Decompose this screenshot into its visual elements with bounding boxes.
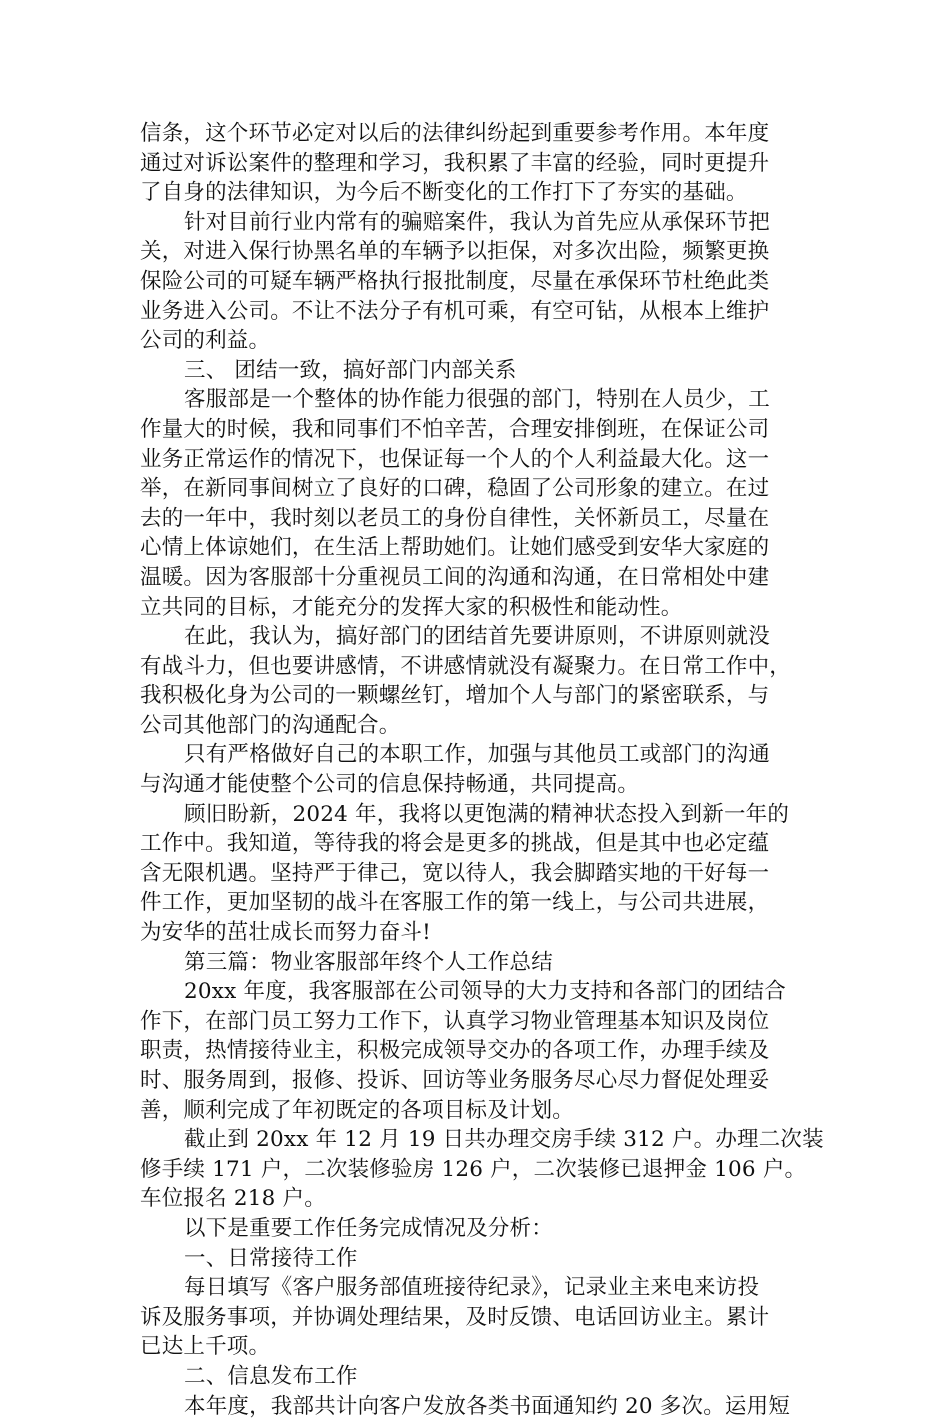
text-line: 客服部是一个整体的协作能力很强的部门，特别在人员少，工 <box>184 387 770 413</box>
text-line: 本年度，我部共计向客户发放各类书面通知约 20 多次。运用短 <box>184 1393 791 1419</box>
document-page <box>140 119 824 1421</box>
text-line: 业务正常运作的情况下，也保证每一个人的个人利益最大化。这一 <box>140 446 770 472</box>
text-line: 关，对进入保行协黑名单的车辆予以拒保，对多次出险，频繁更换 <box>140 239 770 265</box>
text-line: 善，顺利完成了年初既定的各项目标及计划。 <box>140 1097 575 1123</box>
text-line: 信条，这个环节必定对以后的法律纠纷起到重要参考作用。本年度 <box>140 121 770 146</box>
text-line: 为安华的茁壮成长而努力奋斗! <box>140 920 431 946</box>
text-line: 每日填写《客户服务部值班接待纪录》，记录业主来电来访投 <box>184 1275 760 1301</box>
text-line: 立共同的目标，才能充分的发挥大家的积极性和能动性。 <box>140 594 683 620</box>
text-line: 业务进入公司。不让不法分子有机可乘，有空可钻，从根本上维护 <box>140 298 770 324</box>
text-line: 作下，在部门员工努力工作下，认真学习物业管理基本知识及岗位 <box>140 1008 770 1034</box>
text-line: 公司其他部门的沟通配合。 <box>140 712 401 738</box>
text-line: 以下是重要工作任务完成情况及分析： <box>184 1215 553 1241</box>
text-line: 件工作，更加坚韧的战斗在客服工作的第一线上，与公司共进展， <box>140 890 770 916</box>
text-line: 公司的利益。 <box>140 328 271 354</box>
text-line: 顾旧盼新，2024 年，我将以更饱满的精神状态投入到新一年的 <box>184 801 790 827</box>
text-line: 20xx 年度，我客服部在公司领导的大力支持和各部门的团结合 <box>184 979 786 1005</box>
text-line: 举，在新同事间树立了良好的口碑，稳固了公司形象的建立。在过 <box>140 476 770 502</box>
text-line: 工作中。我知道，等待我的将会是更多的挑战，但是其中也必定蕴 <box>140 831 770 857</box>
text-line: 二、信息发布工作 <box>184 1363 358 1389</box>
text-line: 一、日常接待工作 <box>184 1245 358 1271</box>
text-line: 时、服务周到，报修、投诉、回访等业务服务尽心尽力督促处理妥 <box>140 1068 770 1093</box>
text-line: 我积极化身为公司的一颗螺丝钉，增加个人与部门的紧密联系，与 <box>140 683 770 709</box>
text-line: 截止到 20xx 年 12 月 19 日共办理交房手续 312 户。办理二次装 <box>184 1127 824 1153</box>
text-line: 三、 团结一致，搞好部门内部关系 <box>184 357 517 383</box>
text-line: 只有严格做好自己的本职工作，加强与其他员工或部门的沟通 <box>184 742 770 768</box>
text-line: 第三篇：物业客服部年终个人工作总结 <box>184 949 553 975</box>
text-line: 针对目前行业内常有的骗赔案件，我认为首先应从承保环节把 <box>184 209 770 235</box>
text-line: 去的一年中，我时刻以老员工的身份自律性，关怀新员工，尽量在 <box>140 505 770 531</box>
text-line: 职责，热情接待业主，积极完成领导交办的各项工作，办理手续及 <box>140 1038 770 1064</box>
text-line: 修手续 171 户，二次装修验房 126 户，二次装修已退押金 106 户。 <box>140 1156 807 1182</box>
text-line: 保险公司的可疑车辆严格执行报批制度，尽量在承保环节杜绝此类 <box>140 268 770 294</box>
text-line: 在此，我认为，搞好部门的团结首先要讲原则，不讲原则就没 <box>184 624 770 650</box>
text-line: 通过对诉讼案件的整理和学习，我积累了丰富的经验，同时更提升 <box>140 150 770 176</box>
text-line: 有战斗力，但也要讲感情，不讲感情就没有凝聚力。在日常工作中， <box>140 653 792 679</box>
text-line: 作量大的时候，我和同事们不怕辛苦，合理安排倒班，在保证公司 <box>140 416 770 442</box>
text-line: 车位报名 218 户。 <box>140 1186 326 1212</box>
text-line: 含无限机遇。坚持严于律己，宽以待人，我会脚踏实地的干好每一 <box>140 860 770 886</box>
text-line: 了自身的法律知识，为今后不断变化的工作打下了夯实的基础。 <box>140 180 748 206</box>
text-line: 诉及服务事项，并协调处理结果，及时反馈、电话回访业主。累计 <box>140 1304 770 1330</box>
text-line: 与沟通才能使整个公司的信息保持畅通，共同提高。 <box>140 772 640 798</box>
text-line: 温暖。因为客服部十分重视员工间的沟通和沟通，在日常相处中建 <box>140 564 770 590</box>
text-line: 已达上千项。 <box>140 1334 271 1360</box>
text-line: 心情上体谅她们，在生活上帮助她们。让她们感受到安华大家庭的 <box>140 535 770 561</box>
